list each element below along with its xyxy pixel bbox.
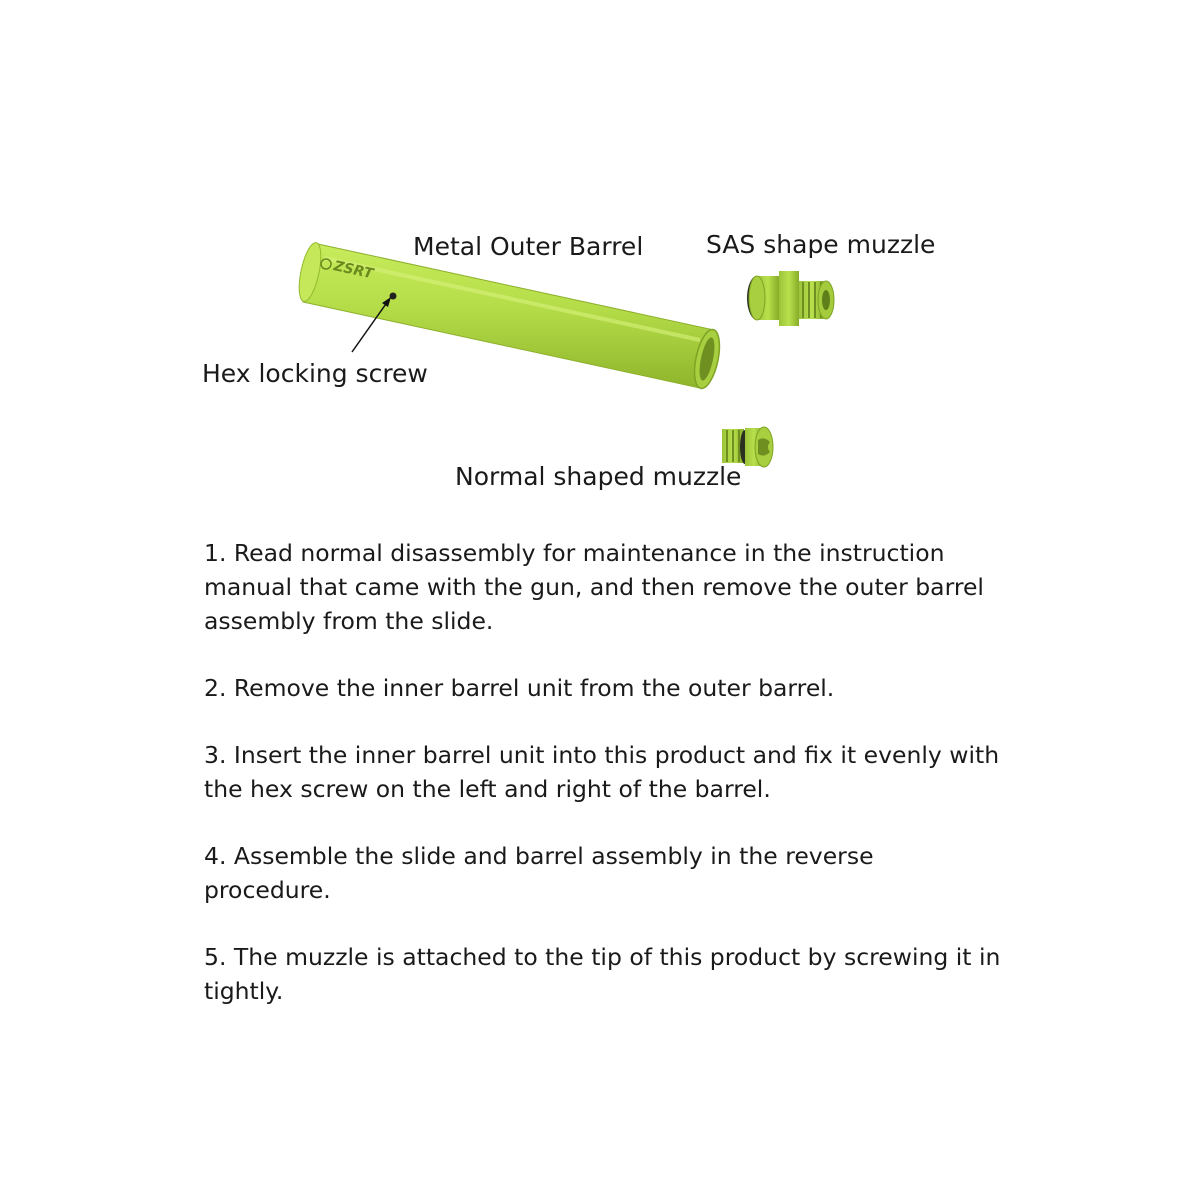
sas-muzzle-label: SAS shape muzzle xyxy=(706,230,936,259)
product-diagram xyxy=(0,0,1200,520)
hex-screw-label: Hex locking screw xyxy=(202,359,428,388)
instruction-step-4: 4. Assemble the slide and barrel assembly in the reverse procedure. xyxy=(204,842,874,904)
instruction-step-5: 5. The muzzle is attached to the tip of this product by screwing it in tightly. xyxy=(204,943,1001,1005)
instruction-steps xyxy=(204,536,1004,1041)
instruction-step-2: 2. Remove the inner barrel unit from the outer barrel. xyxy=(204,674,835,702)
sas-muzzle-image xyxy=(747,271,834,326)
instruction-step-1: 1. Read normal disassembly for maintenance in the instruction manual that came with the gun, and then remove the outer barrel assembly from the slide. xyxy=(204,539,984,635)
outer-barrel-label: Metal Outer Barrel xyxy=(413,232,644,261)
instruction-step-3: 3. Insert the inner barrel unit into this product and fix it evenly with the hex screw on the left and right of the barrel. xyxy=(204,741,1000,803)
normal-muzzle-image xyxy=(722,427,773,467)
normal-muzzle-label: Normal shaped muzzle xyxy=(455,462,742,491)
barrel-engraving: ZSRT xyxy=(332,258,375,283)
